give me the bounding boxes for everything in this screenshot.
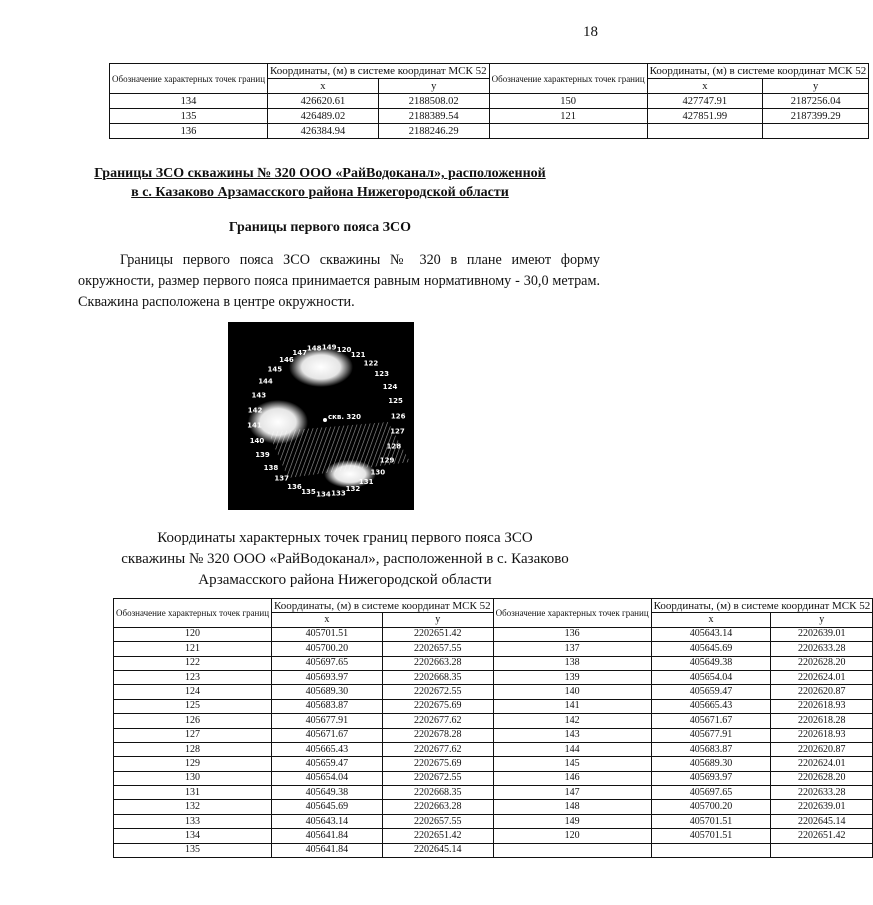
table-cell: 405645.69 (651, 642, 771, 656)
point-label: 146 (279, 355, 294, 364)
table-cell: 141 (493, 699, 651, 713)
table-cell: 2188246.29 (378, 124, 489, 139)
coords-header: Координаты, (м) в системе координат МСК 52 (651, 599, 873, 613)
table-cell: 143 (493, 728, 651, 742)
x-header: x (272, 613, 383, 627)
table-cell: 405701.51 (272, 627, 383, 641)
x-header: x (268, 79, 379, 94)
table-cell: 2202618.93 (771, 728, 873, 742)
table-cell: 126 (114, 714, 272, 728)
table-row (114, 786, 873, 800)
table-cell: 2202639.01 (771, 800, 873, 814)
table-cell: 405643.14 (651, 627, 771, 641)
point-label: 141 (247, 421, 262, 430)
table-cell: 130 (114, 771, 272, 785)
table-cell: 149 (493, 814, 651, 828)
table-cell: 148 (493, 800, 651, 814)
table-cell: 405689.30 (651, 757, 771, 771)
table-cell: 2202633.28 (771, 642, 873, 656)
table-body (114, 627, 873, 857)
table-cell: 2202620.87 (771, 742, 873, 756)
table-cell: 405693.97 (651, 771, 771, 785)
table-cell: 147 (493, 786, 651, 800)
table-cell: 2202657.55 (382, 642, 493, 656)
table-cell: 136 (493, 627, 651, 641)
table-cell: 2202677.62 (382, 714, 493, 728)
point-label: 124 (382, 382, 398, 391)
table-caption-line3: Арзамасского района Нижегородской области (198, 572, 492, 588)
table-cell: 405700.20 (651, 800, 771, 814)
table-cell: 405701.51 (651, 814, 771, 828)
table-cell (651, 843, 771, 857)
point-label: 143 (251, 391, 267, 400)
point-label: 125 (388, 397, 403, 406)
y-header: y (378, 79, 489, 94)
point-label: 126 (390, 412, 406, 421)
point-label: 136 (287, 482, 302, 491)
point-label: 147 (292, 348, 308, 357)
table-cell (489, 124, 647, 139)
table-cell: 2202668.35 (382, 670, 493, 684)
point-label: 123 (374, 370, 390, 379)
table-cell: 2202651.42 (382, 829, 493, 843)
coords-header: Координаты, (м) в системе координат МСК 52 (647, 64, 869, 79)
point-label: 122 (363, 359, 379, 368)
point-label: 149 (321, 343, 337, 352)
y-header: y (771, 613, 873, 627)
table-cell: 405641.84 (272, 843, 383, 857)
table-cell: 2187399.29 (763, 109, 869, 124)
point-label: 131 (358, 478, 374, 487)
table-cell: 2202657.55 (382, 814, 493, 828)
table-cell (647, 124, 762, 139)
table-cell: 405683.87 (651, 742, 771, 756)
table-cell: 121 (114, 642, 272, 656)
table-cell: 136 (110, 124, 268, 139)
table-cell: 426620.61 (268, 94, 379, 109)
table-row (114, 714, 873, 728)
table-cell: 135 (114, 843, 272, 857)
table-row (114, 699, 873, 713)
table-cell: 405689.30 (272, 685, 383, 699)
point-label: 121 (350, 351, 366, 360)
table-cell: 135 (110, 109, 268, 124)
section-heading-line1: Границы ЗСО скважины № 320 ООО «РайВодоканал», расположенной (94, 166, 546, 181)
point-label: 120 (336, 345, 352, 354)
table-cell: 2202677.62 (382, 742, 493, 756)
table-cell: 146 (493, 771, 651, 785)
table-cell: 405649.38 (272, 786, 383, 800)
table-cell: 125 (114, 699, 272, 713)
table-cell (493, 843, 651, 857)
table-cell: 129 (114, 757, 272, 771)
section-subheading: Границы первого пояса ЗСО (228, 220, 412, 235)
table-row (114, 656, 873, 670)
table-cell: 122 (114, 656, 272, 670)
table-row (114, 757, 873, 771)
table-cell: 405671.67 (272, 728, 383, 742)
table-cell: 405654.04 (651, 670, 771, 684)
point-label: 135 (301, 488, 316, 497)
point-label: 145 (267, 365, 283, 374)
table-cell: 2202628.20 (771, 771, 873, 785)
table-cell: 2202678.28 (382, 728, 493, 742)
section-heading-line2: в с. Казаково Арзамасского района Нижегородской области (131, 185, 509, 200)
table-cell: 131 (114, 786, 272, 800)
table-cell: 139 (493, 670, 651, 684)
table-cell: 2202645.14 (771, 814, 873, 828)
table-cell: 405671.67 (651, 714, 771, 728)
point-label: 144 (258, 377, 273, 386)
table-cell: 2202618.28 (771, 714, 873, 728)
table-cell: 121 (489, 109, 647, 124)
table-cell: 134 (114, 829, 272, 843)
table-cell: 2188389.54 (378, 109, 489, 124)
table-cell: 2202675.69 (382, 699, 493, 713)
table-cell: 405659.47 (272, 757, 383, 771)
table-row (110, 94, 869, 109)
table-cell: 2202624.01 (771, 757, 873, 771)
table-cell (771, 843, 873, 857)
table-row (114, 642, 873, 656)
table-row (114, 627, 873, 641)
table-cell: 405665.43 (272, 742, 383, 756)
table-cell: 427851.99 (647, 109, 762, 124)
table-cell: 405693.97 (272, 670, 383, 684)
well-marker (323, 418, 327, 422)
table-cell: 2202645.14 (382, 843, 493, 857)
scheme-svg (228, 322, 414, 510)
point-label: 148 (306, 344, 322, 353)
table-body (110, 94, 869, 139)
designation-header: Обозначение характерных точек границ (114, 599, 272, 628)
point-label: 128 (386, 442, 402, 451)
designation-header: Обозначение характерных точек границ (110, 64, 268, 94)
point-label: 139 (255, 451, 270, 460)
table-cell: 405643.14 (272, 814, 383, 828)
designation-header: Обозначение характерных точек границ (489, 64, 647, 94)
table-cell: 405659.47 (651, 685, 771, 699)
point-label: 132 (345, 485, 361, 494)
table-cell: 405641.84 (272, 829, 383, 843)
paragraph-text: Границы первого пояса ЗСО скважины № 320 в плане имеют форму окружности, размер первого пояса принимается равным нормативному - 30,0 метрам. Скважина расположена в центре окружности. (78, 252, 600, 310)
table-row (114, 685, 873, 699)
table-cell: 405697.65 (651, 786, 771, 800)
table-cell: 2202620.87 (771, 685, 873, 699)
table-row (114, 742, 873, 756)
table-cell: 2187256.04 (763, 94, 869, 109)
table-cell: 2202651.42 (382, 627, 493, 641)
table-cell: 2202651.42 (771, 829, 873, 843)
table-cell: 137 (493, 642, 651, 656)
coords-header: Координаты, (м) в системе координат МСК 52 (268, 64, 490, 79)
well-label: скв. 320 (328, 413, 362, 421)
table-cell: 426384.94 (268, 124, 379, 139)
table-cell: 405683.87 (272, 699, 383, 713)
table-cell: 2202663.28 (382, 656, 493, 670)
table-cell: 134 (110, 94, 268, 109)
point-label: 127 (390, 427, 405, 436)
table-caption-line1: Координаты характерных точек границ первого пояса ЗСО (157, 530, 533, 546)
table-cell: 2202639.01 (771, 627, 873, 641)
table-cell: 127 (114, 728, 272, 742)
table-cell: 133 (114, 814, 272, 828)
table-cell: 2202628.20 (771, 656, 873, 670)
point-label: 134 (316, 490, 331, 499)
table-row (114, 843, 873, 857)
table-cell: 128 (114, 742, 272, 756)
table-cell: 405697.65 (272, 656, 383, 670)
table-cell: 405677.91 (651, 728, 771, 742)
point-label: 140 (249, 436, 265, 445)
table-row (114, 728, 873, 742)
table-cell: 132 (114, 800, 272, 814)
zone-scheme-image (228, 322, 414, 510)
table-cell: 405700.20 (272, 642, 383, 656)
point-label: 138 (263, 463, 279, 472)
table-cell: 2202672.55 (382, 771, 493, 785)
x-header: x (651, 613, 771, 627)
point-label: 130 (370, 468, 386, 477)
table-row (110, 109, 869, 124)
table-cell: 2188508.02 (378, 94, 489, 109)
table-row (114, 771, 873, 785)
table-cell: 120 (114, 627, 272, 641)
table-cell: 405649.38 (651, 656, 771, 670)
table-row (114, 814, 873, 828)
coordinates-table (113, 598, 873, 858)
table-row (114, 800, 873, 814)
designation-header: Обозначение характерных точек границ (493, 599, 651, 628)
table-cell: 405645.69 (272, 800, 383, 814)
point-label: 133 (331, 489, 346, 498)
y-header: y (382, 613, 493, 627)
table-cell: 145 (493, 757, 651, 771)
table-cell: 2202675.69 (382, 757, 493, 771)
table-cell: 138 (493, 656, 651, 670)
table-row (114, 670, 873, 684)
point-label: 142 (247, 406, 263, 415)
table-cell: 405654.04 (272, 771, 383, 785)
table-cell: 120 (493, 829, 651, 843)
table-cell: 140 (493, 685, 651, 699)
description-paragraph (78, 250, 600, 313)
coordinates-table-continued (109, 63, 869, 139)
coords-header: Координаты, (м) в системе координат МСК 52 (272, 599, 494, 613)
table-cell: 2202672.55 (382, 685, 493, 699)
table-cell: 426489.02 (268, 109, 379, 124)
table-caption-line2: скважины № 320 ООО «РайВодоканал», расположенной в с. Казаково (121, 551, 569, 567)
table-cell: 2202624.01 (771, 670, 873, 684)
table-row (110, 124, 869, 139)
point-label: 137 (274, 474, 290, 483)
x-header: x (647, 79, 762, 94)
table-row (114, 829, 873, 843)
table-cell: 427747.91 (647, 94, 762, 109)
table-cell (763, 124, 869, 139)
table-cell: 405665.43 (651, 699, 771, 713)
page-number: 18 (583, 24, 598, 40)
table-cell: 124 (114, 685, 272, 699)
y-header: y (763, 79, 869, 94)
table-cell: 123 (114, 670, 272, 684)
table-cell: 405677.91 (272, 714, 383, 728)
table-cell: 150 (489, 94, 647, 109)
table-cell: 142 (493, 714, 651, 728)
table-cell: 2202668.35 (382, 786, 493, 800)
table-cell: 2202663.28 (382, 800, 493, 814)
table-cell: 2202618.93 (771, 699, 873, 713)
table-cell: 405701.51 (651, 829, 771, 843)
point-label: 129 (379, 456, 395, 465)
table-cell: 144 (493, 742, 651, 756)
table-cell: 2202633.28 (771, 786, 873, 800)
